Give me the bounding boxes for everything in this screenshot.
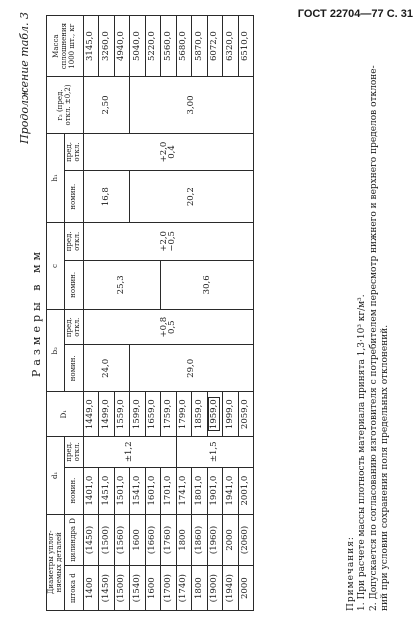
cell-mass: 6320,0 [223,16,239,77]
cell-D1: 1999,0 [223,392,239,437]
cell-D: (1500) [99,514,115,566]
cell-D1: 1859,0 [192,392,208,437]
cell-D1: 1449,0 [83,392,99,437]
cell-D1: 2059,0 [238,392,254,437]
note-2: 2. Допускается по согласованию изготовителя с потребителем пересмотр нижнего и верхнего пределов отклоне- [368,65,379,611]
cell-h1: 20,2 [130,171,254,223]
header-d1-tol: пред. откл. [65,437,83,468]
cell-d: (1500) [114,566,130,611]
cell-d: (1900) [207,566,223,611]
cell-d: (1540) [130,566,146,611]
cell-d1: 1801,0 [192,467,208,514]
cell-D: 1800 [176,514,192,566]
cell-mass: 5680,0 [176,16,192,77]
cell-d1: 1601,0 [145,467,161,514]
cell-D: (1560) [114,514,130,566]
cell-c-tol [83,223,254,261]
cell-b2: 29,0 [130,345,254,392]
cell-D1: 1759,0 [161,392,177,437]
b2-tol-upper: +0,8 [158,316,169,338]
cell-d: 2000 [238,566,254,611]
cell-d1: 1541,0 [130,467,146,514]
cell-r2: 3,00 [130,77,254,133]
cell-mass: 5870,0 [192,16,208,77]
header-D1: D₁ [47,392,84,437]
cell-d1-tol: ±1,5 [176,437,254,468]
cell-h1: 16,8 [83,171,130,223]
page-header: ГОСТ 22704—77 С. 31 [297,8,413,20]
cell-d1: 1941,0 [223,467,239,514]
cell-D: (1450) [83,514,99,566]
cell-D1 [207,392,223,437]
cell-b2: 24,0 [83,345,130,392]
cell-mass: 3145,0 [83,16,99,77]
notes-title: Примечания: [346,536,356,611]
cell-d: (1940) [223,566,239,611]
cell-mass: 6072,0 [207,16,223,77]
cell-r2: 2,50 [83,77,130,133]
cell-D1: 1599,0 [130,392,146,437]
cell-d1: 1501,0 [114,467,130,514]
cell-mass: 5220,0 [145,16,161,77]
header-c-tol: пред. откл. [65,223,83,261]
header-b2-nomin: номин. [65,345,83,392]
cell-D: (1760) [161,514,177,566]
header-diameters: Диаметры уплот-няемых деталей [47,514,65,610]
c-tol-lower: −0,5 [167,231,178,252]
cell-D: (2060) [238,514,254,566]
cell-D: 2000 [223,514,239,566]
cell-b2-tol [83,310,254,345]
header-h1-nomin: номин. [65,171,83,223]
cell-mass: 5560,0 [161,16,177,77]
cell-d: 1600 [145,566,161,611]
note-2-continued: ний при условии сохранения поля предельных отклонений. [379,324,390,611]
header-r2: r₂ (пред. откл. ±0,2) [47,77,84,133]
cell-d1: 1701,0 [161,467,177,514]
header-shtok: штока d [65,566,83,611]
cell-D1: 1799,0 [176,392,192,437]
header-b2-tol: пред. откл. [65,310,83,345]
c-tol-upper: +2,0 [158,231,169,252]
cell-D1: 1559,0 [114,392,130,437]
cell-c: 30,6 [161,260,254,309]
dimensions-table [46,15,254,611]
cell-d1: 1401,0 [83,467,99,514]
cell-d1-tol: ±1,2 [83,437,176,468]
cell-d: 1800 [192,566,208,611]
header-h1-tol: пред. откл. [65,133,83,171]
cell-d1: 1901,0 [207,467,223,514]
h1-tol-upper: +2,0 [158,141,169,163]
cell-D1: 1499,0 [99,392,115,437]
cell-d: (1450) [99,566,115,611]
cell-D: 1600 [130,514,146,566]
cell-d1: 1741,0 [176,467,192,514]
table-units-subtitle: Размеры в мм [30,247,43,378]
cell-mass: 5040,0 [130,16,146,77]
cell-mass: 3260,0 [99,16,115,77]
table-notes [346,11,391,611]
boxed-value: 1959,0 [209,399,220,430]
header-c: c [47,223,65,310]
cell-d1: 2001,0 [238,467,254,514]
cell-mass: 6510,0 [238,16,254,77]
cell-mass: 4940,0 [114,16,130,77]
h1-tol-lower: 0,4 [167,145,178,159]
header-h1: h₁ [47,133,65,222]
cell-d: (1740) [176,566,192,611]
header-mass: Масса сплошнения 1000 шт., кг [47,16,84,77]
cell-D1: 1659,0 [145,392,161,437]
header-b2: b₂ [47,310,65,392]
cell-d: (1700) [161,566,177,611]
header-c-nomin: номин. [65,260,83,309]
cell-D: (1960) [207,514,223,566]
cell-D: (1860) [192,514,208,566]
cell-h1-tol [83,133,254,171]
note-1: 1. При расчете массы плотность материала принята 1,3·10³ кг/м³. [357,294,368,611]
cell-d: 1400 [83,566,99,611]
header-d1: d₁ [47,437,65,515]
cell-d1: 1451,0 [99,467,115,514]
cell-c: 25,3 [83,260,161,309]
b2-tol-lower: 0,5 [167,320,178,334]
header-d1-nomin: номин. [65,467,83,514]
table-caption: Продолжение табл. 3 [18,12,31,144]
table-row [83,16,99,611]
cell-D: (1660) [145,514,161,566]
header-cylinder: цилиндра D [65,514,83,566]
